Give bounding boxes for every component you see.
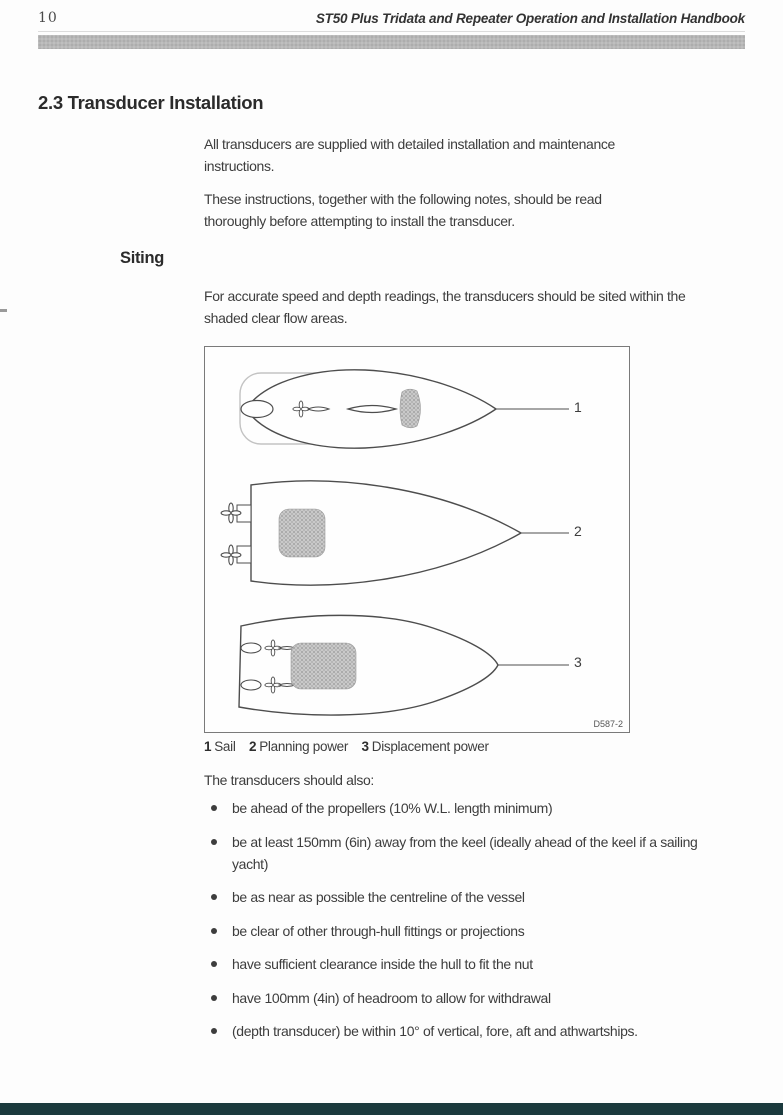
list-item: be as near as possible the centreline of the vessel <box>204 886 704 908</box>
section-heading: 2.3 Transducer Installation <box>38 92 264 113</box>
caption-item <box>362 739 489 754</box>
header-rule <box>38 31 745 32</box>
scan-artifact <box>0 309 7 312</box>
boat-diagrams <box>205 347 629 732</box>
caption-item <box>249 739 348 754</box>
footer-bar <box>0 1103 783 1115</box>
list-item: be ahead of the propellers (10% W.L. length minimum) <box>204 797 704 819</box>
caption-number: 2 <box>248 739 257 754</box>
hull-siting-figure <box>204 346 630 733</box>
list-item: have sufficient clearance inside the hull to fit the nut <box>204 953 704 975</box>
page-number: 10 <box>38 10 58 26</box>
list-intro: The transducers should also: <box>204 772 374 788</box>
paragraph: All transducers are supplied with detailed installation and maintenance instructions. <box>204 136 615 174</box>
list-item: have 100mm (4in) of headroom to allow for withdrawal <box>204 987 704 1009</box>
siting-requirements-list <box>204 797 698 1054</box>
siting-heading: Siting <box>120 249 165 267</box>
list-item: (depth transducer) be within 10° of vertical, fore, aft and athwartships. <box>204 1020 704 1042</box>
boat-label-sail: 1 <box>574 399 582 415</box>
header-halftone-bar <box>38 35 745 49</box>
caption-label: Planning power <box>259 739 349 754</box>
caption-item <box>204 739 236 754</box>
drawing-reference: D587-2 <box>593 719 623 729</box>
caption-number: 3 <box>361 739 369 754</box>
boat-label-planning-power: 2 <box>574 523 582 539</box>
caption-number: 1 <box>204 739 212 754</box>
header-title: ST50 Plus Tridata and Repeater Operation and Installation Handbook <box>315 11 745 26</box>
boat-label-displacement-power: 3 <box>574 654 582 670</box>
paragraph: For accurate speed and depth readings, the transducers should be sited within the shaded clear flow areas. <box>204 288 686 326</box>
paragraph: These instructions, together with the following notes, should be read thoroughly before attempting to install the transducer. <box>204 191 602 229</box>
caption-label: Displacement power <box>371 739 489 754</box>
list-item: be at least 150mm (6in) away from the keel (ideally ahead of the keel if a sailing yacht) <box>204 831 704 875</box>
figure-caption <box>204 739 499 754</box>
list-item: be clear of other through-hull fittings or projections <box>204 920 704 942</box>
caption-label: Sail <box>214 739 236 754</box>
